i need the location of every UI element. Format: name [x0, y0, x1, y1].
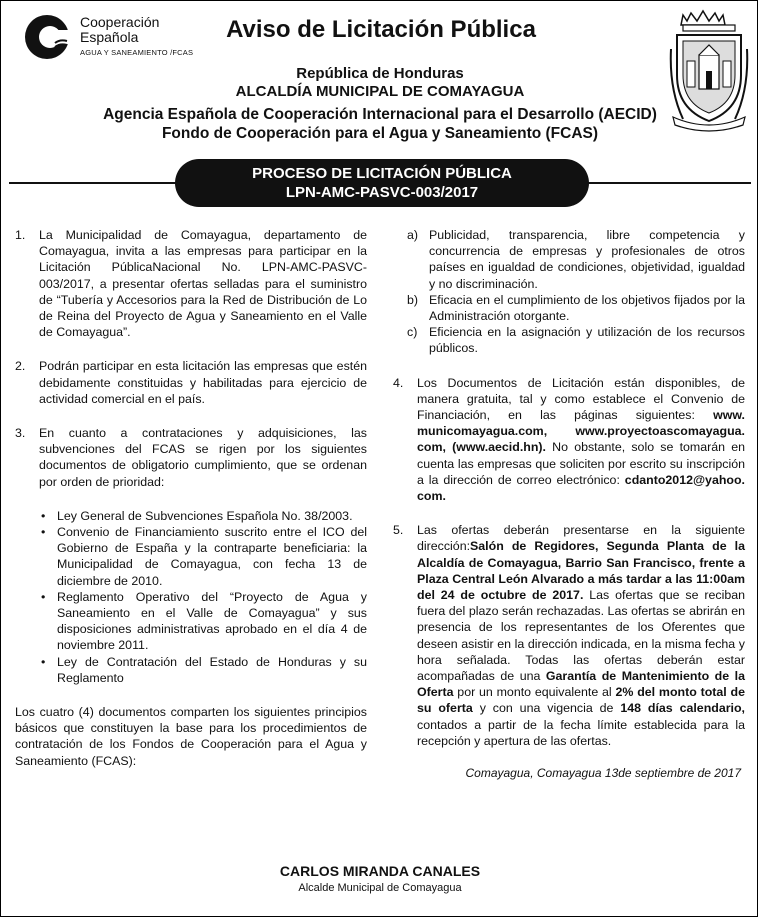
logo-text-line3: AGUA Y SANEAMIENTO /FCAS: [80, 48, 194, 57]
bid-guarantee: Garantía de Mantenimiento de la Oferta: [417, 669, 745, 700]
principle-c: [393, 324, 745, 356]
principle-c-letter: c): [407, 325, 418, 340]
banner-line1: PROCESO DE LICITACIÓN PÚBLICA: [252, 165, 512, 182]
paragraph-5-text-cont2: por un monto equivalente al: [453, 685, 616, 700]
logo-text-line1: Cooperación: [80, 14, 160, 30]
documents-websites: www. municomayagua.com, www.proyectoascomayagua. com, (www.aecid.hn).: [417, 408, 745, 455]
paragraph-1-text: La Municipalidad de Comayagua, departamento de Comayagua, invita a las empresas para participar en la Licitación PúblicaNacional No. LPN-AMC-PASVC-003/2017, a presentar ofertas selladas para el suministro de “Tubería y Accesorios para la Red de Distribución de Lo de Reina del Proyecto de Agua y Saneamiento en el Valle de Comayagua”.: [39, 228, 367, 340]
header-country: República de Honduras: [296, 65, 464, 82]
banner-line2: LPN-AMC-PASVC-003/2017: [285, 184, 479, 201]
paragraph-4-text: Los Documentos de Licitación están disponibles, de manera gratuita, tal y como establece el Convenio de Financiación, en las páginas siguientes:: [417, 375, 745, 423]
paragraph-5-number: 5.: [393, 523, 404, 538]
contact-email: cdanto2012@yahoo. com.: [417, 472, 745, 504]
issue-date: Comayagua, Comayagua 13de septiembre de 2017: [465, 766, 741, 781]
paragraph-4-text-cont: No obstante, solo se tomarán en cuenta las empresas que soliciten por escrito su inscripción a la dirección de correo electrónico:: [417, 440, 745, 487]
paragraph-4: [393, 375, 745, 505]
header-fund: Fondo de Cooperación para el Agua y Saneamiento (FCAS): [161, 125, 599, 142]
logo-text-line2: Española: [80, 29, 139, 45]
signatory-title: Alcalde Municipal de Comayagua: [298, 882, 462, 894]
cooperacion-espanola-logo: [23, 13, 203, 63]
banner-rule-right: [576, 182, 751, 184]
principles-intro: Los cuatro (4) documentos comparten los siguientes principios básicos que constituyen la base para los procedimientos de contratación de los Fondos de Cooperación para el Agua y Saneamiento (FCAS):: [15, 705, 367, 768]
header-agency: Agencia Española de Cooperación Internacional para el Desarrollo (AECID): [103, 106, 657, 123]
cooperacion-logo-icon: [23, 13, 71, 61]
principle-b-letter: b): [407, 292, 419, 307]
paragraph-5-text-cont4: contados a partir de la fecha límite establecida para la recepción y apertura de las ofertas.: [417, 717, 745, 748]
paragraph-3: [15, 425, 367, 490]
left-column: [15, 227, 367, 769]
principle-b: [393, 292, 745, 324]
list-item: • Reglamento Operativo del “Proyecto de Agua y Saneamiento en el Valle de Comayagua” y sus disposiciones administrativas aprobado en el día 4 de noviembre 2011.: [39, 589, 367, 654]
paragraph-3-number: 3.: [15, 426, 26, 441]
process-banner: [175, 159, 589, 207]
principle-b-text: Eficacia en el cumplimiento de los objetivos fijados por la Administración otorgante.: [429, 292, 745, 324]
banner-rule-left: [9, 182, 189, 184]
paragraph-4-number: 4.: [393, 375, 404, 390]
paragraph-3-text: En cuanto a contrataciones y adquisiciones, las subvenciones del FCAS se rigen por los siguientes documentos de obligatorio cumplimiento, que se ordenan por orden de prioridad:: [39, 426, 367, 489]
paragraph-2-text: Podrán participar en esta licitación las empresas que estén debidamente constituidas y habilitadas para ejercicio de actividad comercial en el país.: [39, 359, 367, 406]
list-item: • Ley de Contratación del Estado de Honduras y su Reglamento: [39, 654, 367, 686]
header-municipality: ALCALDÍA MUNICIPAL DE COMAYAGUA: [235, 83, 525, 100]
submission-address: Salón de Regidores, Segunda Planta de la Alcaldía de Comayagua, Barrio San Francisco, frente a Plaza Central León Alvarado a más tardar a las 11:00am del 24 de octubre de 2017.: [417, 539, 745, 603]
principle-a-text: Publicidad, transparencia, libre competencia y concurrencia de empresas y profesionales de otros países en igualdad de condiciones, objetividad, igualdad y no discriminación.: [429, 228, 745, 291]
paragraph-1-number: 1.: [15, 228, 26, 242]
paragraph-5-text-cont: Las ofertas que se reciban fuera del plazo serán rechazadas. Las ofertas se abrirán en presencia de los representantes de los Oferentes que deseen asistir en la dirección indicada, en la misma fecha y hora señalada. Todas las ofertas deberán estar acompañadas de una: [417, 588, 746, 684]
paragraph-5-text: Las ofertas deberán presentarse en la siguiente dirección:: [417, 523, 745, 554]
paragraph-5: [393, 522, 745, 749]
principle-c-text: Eficiencia en la asignación y utilización de los recursos públicos.: [429, 325, 745, 356]
principle-a-letter: a): [407, 228, 419, 242]
list-item: • Ley General de Subvenciones Española No. 38/2003.: [39, 508, 367, 524]
paragraph-2: [15, 358, 367, 407]
signatory-name: CARLOS MIRANDA CANALES: [279, 863, 481, 879]
right-column: [393, 227, 745, 781]
paragraph-1: [15, 227, 367, 340]
paragraph-2-number: 2.: [15, 359, 26, 374]
guarantee-amount: 2% del monto total de su oferta: [417, 685, 746, 716]
documents-list: [15, 508, 367, 686]
validity-period: 148 días calendario,: [620, 701, 746, 716]
paragraph-5-text-cont3: y con una vigencia de: [472, 701, 621, 716]
page-title: Aviso de Licitación Pública: [226, 16, 536, 43]
list-item: • Convenio de Financiamiento suscrito entre el ICO del Gobierno de España y la contraparte beneficiaria: la Municipalidad de Comayagua, con fecha 13 de diciembre de 2010.: [39, 524, 367, 589]
principle-a: [393, 227, 745, 292]
